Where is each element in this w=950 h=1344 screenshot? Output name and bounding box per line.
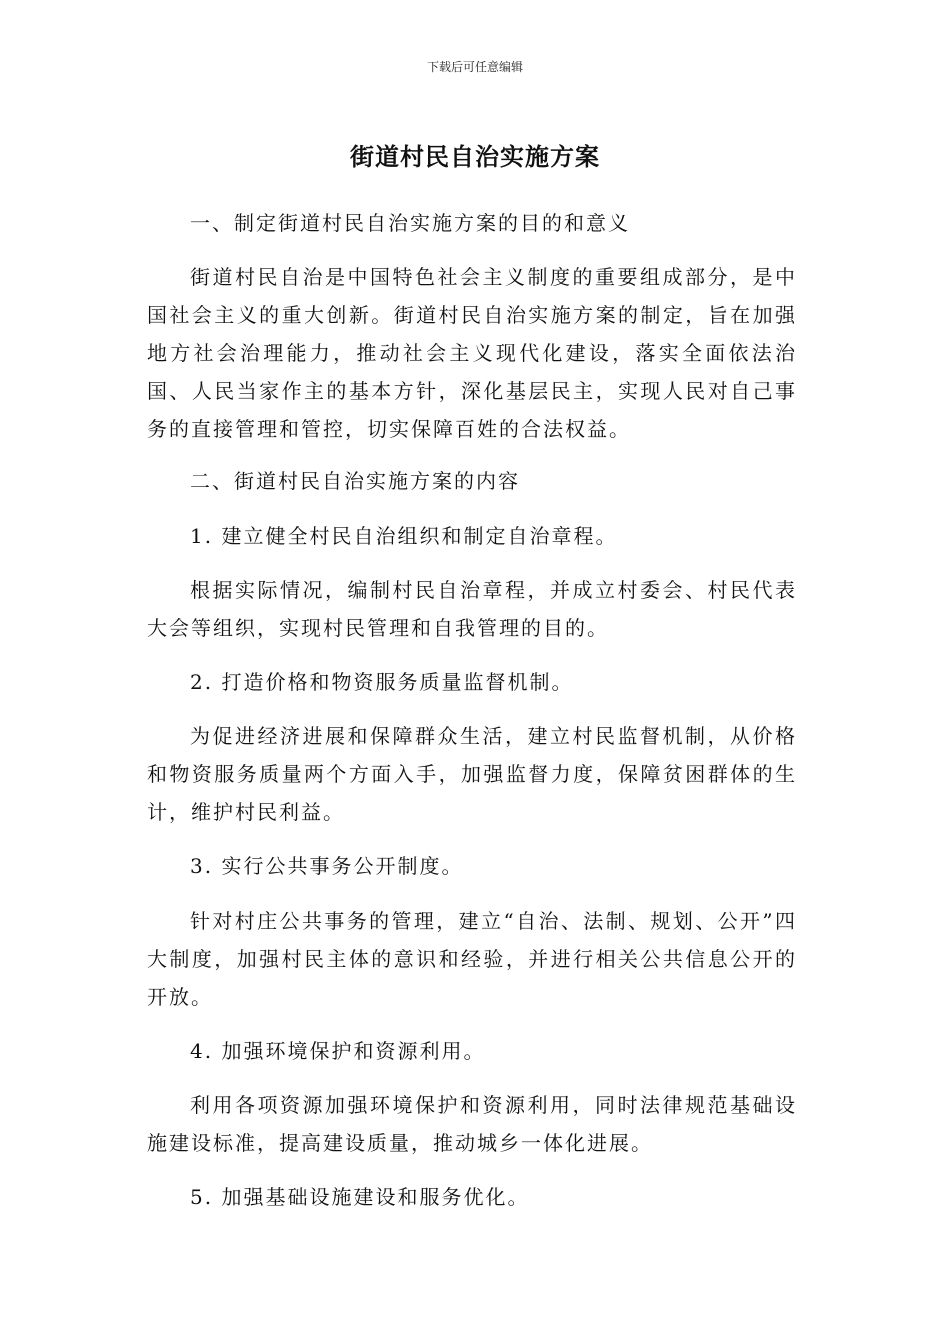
section-heading-1: 一、制定街道村民自治实施方案的目的和意义 bbox=[190, 211, 630, 235]
item-heading-5: 5. 加强基础设施建设和服务优化。 bbox=[190, 1185, 530, 1209]
item-heading-1: 1. 建立健全村民自治组织和制定自治章程。 bbox=[190, 524, 618, 548]
section-heading-2: 二、街道村民自治实施方案的内容 bbox=[190, 469, 520, 493]
document-title: 街道村民自治实施方案 bbox=[350, 143, 600, 171]
paragraph-purpose: 街道村民自治是中国特色社会主义制度的重要组成部分，是中国社会主义的重大创新。街道村民自治实施方案的制定，旨在加强地方社会治理能力，推动社会主义现代化建设，落实全面依法治国、人民当家作主的基本方针，深化基层民主，实现人民对自己事务的直接管理和管控，切实保障百姓的合法权益。 bbox=[147, 265, 797, 441]
item-paragraph-1: 根据实际情况，编制村民自治章程，并成立村委会、村民代表大会等组织，实现村民管理和自我管理的目的。 bbox=[147, 578, 797, 640]
item-heading-3: 3. 实行公共事务公开制度。 bbox=[190, 854, 464, 878]
item-heading-2: 2. 打造价格和物资服务质量监督机制。 bbox=[190, 670, 574, 694]
item-heading-4: 4. 加强环境保护和资源利用。 bbox=[190, 1039, 486, 1063]
item-paragraph-4: 利用各项资源加强环境保护和资源利用，同时法律规范基础设施建设标准，提高建设质量，推动城乡一体化进展。 bbox=[147, 1093, 797, 1155]
item-paragraph-3: 针对村庄公共事务的管理，建立“自治、法制、规划、公开”四大制度，加强村民主体的意识和经验，并进行相关公共信息公开的开放。 bbox=[147, 909, 797, 1009]
header-note: 下载后可任意编辑 bbox=[426, 60, 523, 74]
item-paragraph-2: 为促进经济进展和保障群众生活，建立村民监督机制，从价格和物资服务质量两个方面入手，加强监督力度，保障贫困群体的生计，维护村民利益。 bbox=[147, 724, 797, 824]
